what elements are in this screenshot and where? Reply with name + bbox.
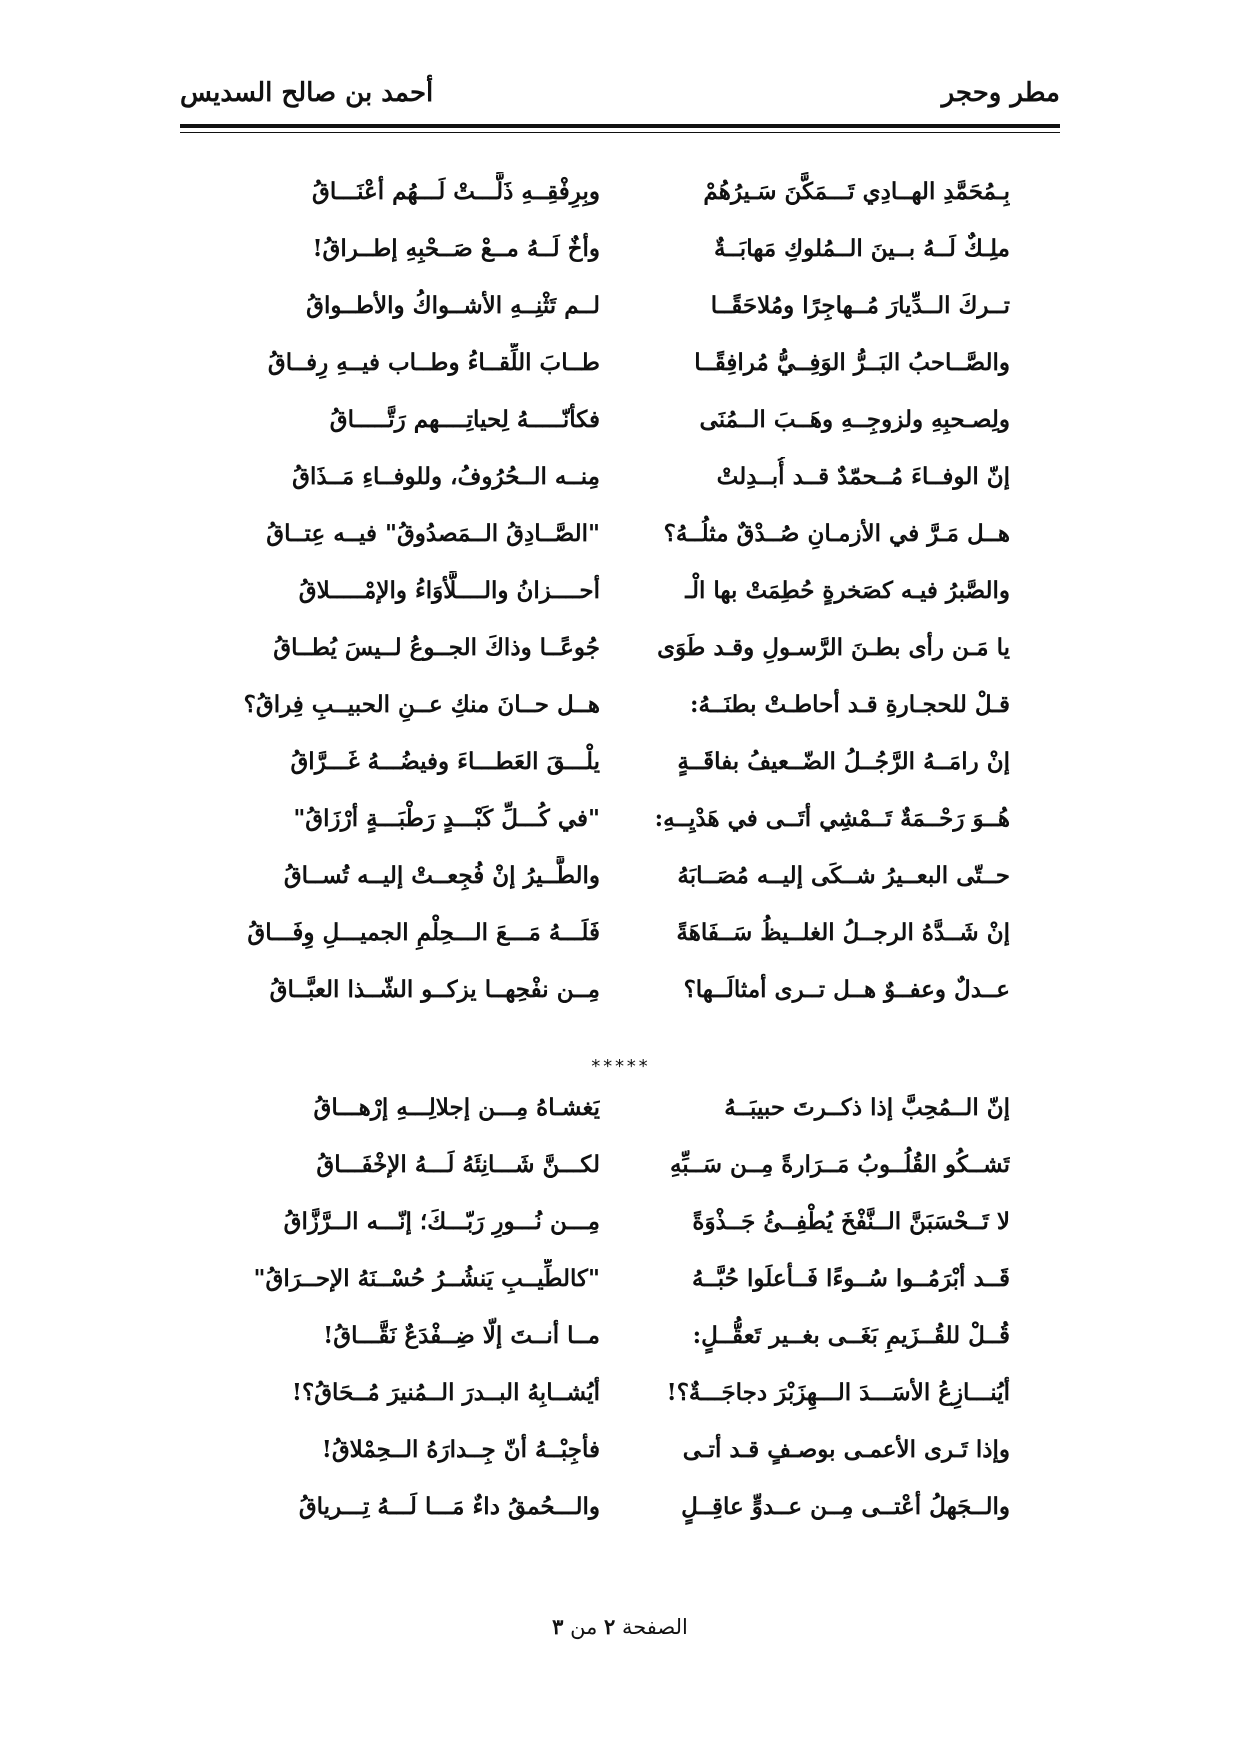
second-hemistich: مِــن نفْحِهــا يزكــو الشّــذا العبَّــاقُ (269, 976, 600, 1003)
first-hemistich: والصَّبرُ فيـه كصَخرةٍ حُطِمَتْ بها الْـ (685, 577, 1010, 604)
second-hemistich: فكأنّـــــهُ لِحياتِــــهم رَتَّـــــاقُ (329, 406, 600, 433)
second-hemistich: والـــحُمقُ داءٌ مَـــا لَـــهُ تِـــرياقُ (298, 1493, 600, 1520)
verse-line (230, 400, 1010, 457)
verse-line (230, 172, 1010, 229)
verse-line (230, 1430, 1010, 1487)
first-hemistich: يا مَـن رأى بطـنَ الرَّسـولِ وقـد طَوَى (657, 634, 1010, 661)
poem-section-1 (230, 172, 1010, 1027)
second-hemistich: "كالطِّيــبِ يَنشُــرُ حُسْــنَهُ الإحــرَاقُ" (253, 1265, 600, 1292)
verse-line (230, 970, 1010, 1027)
verse-line (230, 1373, 1010, 1430)
header-rule-thick (180, 124, 1060, 128)
second-hemistich: مِـــن نُـــورِ رَبّـــكَ؛ إنّـــه الــرَّزَّاقُ (283, 1208, 600, 1235)
verse-line (230, 628, 1010, 685)
first-hemistich: تَشــكُو القُلُــوبُ مَــرَارةً مِــن سَــبِّهِ (669, 1151, 1010, 1178)
verse-line (230, 1202, 1010, 1259)
first-hemistich: إنْ شَــدَّهُ الرجــلُ الغلــيظُ سَــفَاهَةً (676, 919, 1010, 946)
second-hemistich: أيُشــابِهُ البــدرَ الــمُنيرَ مُــحَاقُ؟! (291, 1379, 600, 1406)
first-hemistich: هــل مَـرَّ في الأزمـانِ صُــدْقٌ مثلُــهُ؟ (663, 520, 1010, 547)
second-hemistich: "الصَّــادِقُ الــمَصدُوقُ" فيــه عِتــاقُ (266, 520, 600, 547)
verse-line (230, 571, 1010, 628)
header-rule-thin (180, 132, 1060, 133)
section-separator: ***** (590, 1056, 650, 1077)
first-hemistich: والــجَهلُ أعْتــى مِــن عــدوٍّ عاقِــلٍ (681, 1493, 1010, 1520)
verse-line (230, 685, 1010, 742)
second-hemistich: والطَّــيرُ إنْ فُجِعــتْ إليــه تُســاقُ (283, 862, 600, 889)
second-hemistich: مِنــه الــحُرُوفُ، وللوفــاءِ مَــذَاقُ (292, 463, 600, 490)
second-hemistich: فَلَـــهُ مَـــعَ الـــحِلْمِ الجميـــلِ وِفَـــاقُ (247, 919, 600, 946)
second-hemistich: جُوعًــا وذاكَ الجــوعُ لــيسَ يُطــاقُ (273, 634, 600, 661)
page-footer (0, 1614, 1240, 1639)
second-hemistich: أحــــزانُ والــــلَّأوَاءُ والإمْـــــلاقُ (298, 577, 600, 604)
second-hemistich: وبِرِفْقِــهِ ذَلَّـــتْ لَـــهُم أعْنَـــاقُ (312, 178, 600, 205)
first-hemistich: إنّ الــمُحِبَّ إذا ذكــرتَ حبيبَــهُ (724, 1094, 1010, 1121)
page-total: ٣ (552, 1614, 564, 1639)
verse-line (230, 1487, 1010, 1544)
first-hemistich: قُــلْ للقُــزَيمِ بَغَــى بغــير تَعقُّــلٍ: (692, 1322, 1010, 1349)
verse-line (230, 1316, 1010, 1373)
first-hemistich: قـلْ للحجـارةِ قـد أحاطـتْ بطنَــهُ: (690, 691, 1010, 718)
first-hemistich: والصَّــاحبُ البَــرُّ الوَفِــيُّ مُرافِقًــا (694, 349, 1010, 376)
first-hemistich: وإذا تَـرى الأعمـى بوصـفٍ قـد أتـى (682, 1436, 1010, 1463)
verse-line (230, 856, 1010, 913)
first-hemistich: عــدلٌ وعفــوٌ هــل تــرى أمثالَــها؟ (683, 976, 1010, 1003)
verse-line (230, 229, 1010, 286)
second-hemistich: يَغشـاهُ مِـــن إجلالِـــهِ إرْهـــاقُ (313, 1094, 600, 1121)
poem-section-2 (230, 1088, 1010, 1544)
verse-line (230, 1259, 1010, 1316)
verse-line (230, 742, 1010, 799)
book-title: مطر وحجر (941, 78, 1060, 108)
first-hemistich: ملِـكٌ لَــهُ بــينَ الــمُلوكِ مَهابَــةٌ (714, 235, 1010, 262)
page-number: ٢ (604, 1614, 616, 1639)
first-hemistich: هُــوَ رَحْــمَةٌ تَــمْشِي أتَــى في هَدْيِــهِ: (654, 805, 1010, 832)
first-hemistich: بِـمُحَمَّدِ الهــادِي تَـــمَكَّنَ سَـيرُهُمْ (703, 178, 1010, 205)
second-hemistich: لكـــنَّ شَـــانِئَهُ لَـــهُ الإخْفَـــاقُ (316, 1151, 600, 1178)
first-hemistich: حــتّى البعــيرُ شــكَى إليــه مُصَــابَهُ (677, 862, 1010, 889)
author-name: أحمد بن صالح السديس (180, 78, 434, 108)
verse-line (230, 799, 1010, 856)
second-hemistich: فأجِبْــهُ أنّ جِــدارَهُ الــحِمْلاقُ! (321, 1436, 600, 1463)
verse-line (230, 514, 1010, 571)
first-hemistich: ولِصـحبِهِ ولزوجِــهِ وهَــبَ الــمُنَى (699, 406, 1010, 433)
first-hemistich: لا تَــحْسَبَنَّ الــنَّفْخَ يُطْفِــئُ جَــذْوَةً (692, 1208, 1010, 1235)
page-of: من (570, 1615, 598, 1639)
verse-line (230, 286, 1010, 343)
verse-line (230, 343, 1010, 400)
second-hemistich: وأخٌ لَــهُ مــعْ صَــحْبِهِ إطــراقُ! (312, 235, 600, 262)
second-hemistich: "في كُـــلِّ كَبْـــدٍ رَطْبَـــةٍ أرْزَاقُ" (293, 805, 600, 832)
verse-line (230, 457, 1010, 514)
second-hemistich: يلْـــقَ العَطـــاءَ وفيضُـــهُ غَـــرَّاقُ (290, 748, 600, 775)
first-hemistich: إنّ الوفــاءَ مُــحمّدٌ قــد أُبــدِلتْ (716, 463, 1010, 490)
first-hemistich: إنْ رامَــهُ الرَّجُــلُ الضّــعيفُ بفاقَــةٍ (677, 748, 1010, 775)
verse-line (230, 1088, 1010, 1145)
second-hemistich: لــم تَثْنِــهِ الأشــواكُ والأطــواقُ (306, 292, 600, 319)
first-hemistich: تــركَ الــدِّيارَ مُــهاجِرًا ومُلاحَقًــا (710, 292, 1010, 319)
verse-line (230, 913, 1010, 970)
page-header (180, 78, 1060, 118)
second-hemistich: هــل حــانَ منكِ عــنِ الحبيــبِ فِراقُ؟ (243, 691, 600, 718)
second-hemistich: طــابَ اللِّقــاءُ وطــاب فيــهِ رِفــاقُ (267, 349, 600, 376)
first-hemistich: أيُنـــازِعُ الأسَـــدَ الـــهِزَبْرَ دجاجَـــةٌ؟! (666, 1379, 1010, 1406)
first-hemistich: قَــد أبْرَمُــوا سُــوءًا فَــأعلَوا حُبَّــهُ (691, 1265, 1010, 1292)
page-label: الصفحة (621, 1615, 688, 1639)
second-hemistich: مــا أنــتَ إلّا ضِــفْدَعٌ نَقَّـــاقُ! (323, 1322, 600, 1349)
verse-line (230, 1145, 1010, 1202)
